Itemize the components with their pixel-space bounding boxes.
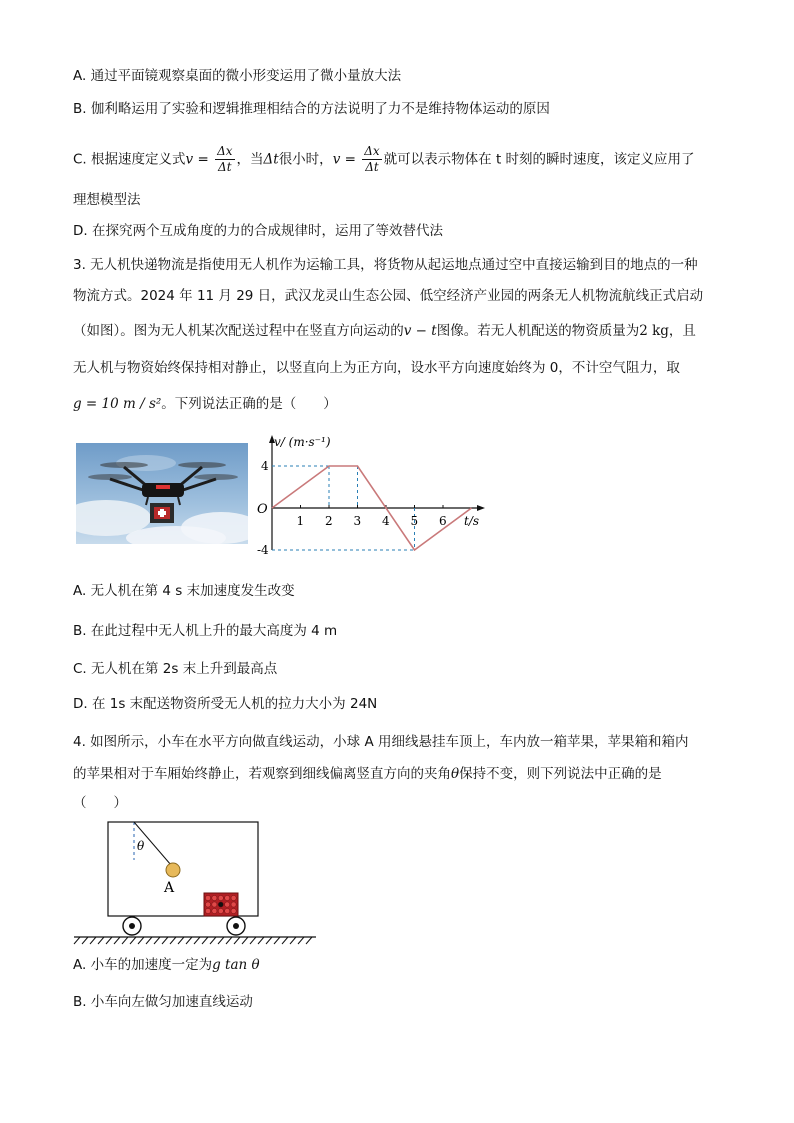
q2-option-d: D. 在探究两个互成角度的力的合成规律时，运用了等效替代法 (73, 223, 443, 239)
x-tick-label-3: 3 (353, 514, 362, 528)
q2-c-eq: = (193, 151, 214, 168)
q2-c-v: v (185, 151, 194, 168)
q3-l3-post: ，且 (668, 323, 696, 339)
x-tick-label-2: 2 (325, 514, 333, 528)
q3-l5-post: 。下列说法正确的是（ ） (161, 396, 337, 412)
q4-stem-line-3: （ ） (73, 795, 127, 811)
x-tick-label-4: 4 (382, 514, 390, 528)
graph-axes (269, 435, 485, 550)
origin-label: O (257, 502, 268, 517)
q2-option-b: B. 伽利略运用了实验和逻辑推理相结合的方法说明了力不是维持物体运动的原因 (73, 101, 550, 117)
wheel-left (123, 917, 141, 935)
q2-c-dt: Δt (263, 151, 279, 168)
y-tick-label--4: -4 (257, 543, 269, 557)
ball-a-label: A (164, 880, 175, 896)
q3-l3-mid: 图像。若无人机配送的物资质量为 (436, 323, 640, 339)
q4-a-prefix: A. 小车的加速度一定为 (73, 957, 213, 973)
q2-c-mid1: ，当 (236, 151, 264, 168)
vt-graph (252, 432, 492, 557)
q3-option-a: A. 无人机在第 4 s 末加速度发生改变 (73, 583, 295, 599)
q2-option-c (73, 144, 695, 175)
ground-hatching (74, 937, 312, 944)
apple (212, 902, 217, 907)
q2-c-prefix: C. 根据速度定义式 (73, 151, 186, 168)
q4-stem-line-1: 4. 如图所示，小车在水平方向做直线运动，小球 A 用细线悬挂车顶上，车内放一箱苹果，苹果箱和箱内 (73, 734, 689, 750)
x-tick-label-5: 5 (410, 514, 419, 528)
frac-denominator: Δt (218, 160, 232, 174)
apple (218, 895, 223, 900)
y-tick-label-4: 4 (261, 459, 269, 473)
q3-stem-line-4: 无人机与物资始终保持相对静止，以竖直向上为正方向，设水平方向速度始终为 0，不计空气阻力，取 (73, 360, 680, 376)
q4-l2-post: 保持不变，则下列说法中正确的是 (459, 766, 662, 782)
q4-option-b: B. 小车向左做匀加速直线运动 (73, 994, 253, 1010)
cart-diagram (70, 818, 320, 946)
wheel-right (227, 917, 245, 935)
q3-option-d: D. 在 1s 末配送物资所受无人机的拉力大小为 24N (73, 696, 378, 712)
q3-mass: 2 kg (639, 323, 669, 339)
q3-stem-line-2: 物流方式。2024 年 11 月 29 日，武汉龙灵山生态公园、低空经济产业园的两条无人机物流航线正式启动 (73, 288, 704, 304)
q2-c-mid2: 很小时， (278, 151, 333, 168)
x-tick-label-6: 6 (439, 514, 447, 528)
q2-option-c-continued: 理想模型法 (73, 192, 141, 208)
frac-numerator: Δx (217, 144, 233, 158)
ball-a (166, 863, 180, 877)
apple (231, 902, 236, 907)
apple (225, 895, 230, 900)
apple (205, 908, 210, 913)
q3-stem-line-1: 3. 无人机快递物流是指使用无人机作为运输工具，将货物从起运地点通过空中直接运输到目的地点的一种 (73, 257, 698, 273)
x-tick-label-1: 1 (296, 514, 305, 528)
q2-c-eq2: = (340, 151, 361, 168)
q4-theta-symbol: θ (451, 766, 460, 782)
q3-stem-line-3 (73, 321, 696, 341)
apples (205, 895, 236, 913)
q3-vt-symbol: v − t (403, 323, 437, 339)
apple (205, 895, 210, 900)
ground (74, 937, 316, 944)
q4-a-expression: g tan θ (212, 957, 260, 973)
x-axis-arrow (477, 505, 485, 511)
apple (218, 908, 223, 913)
drone-illustration (76, 443, 248, 544)
apple (205, 902, 210, 907)
y-axis-label: v/ (m·s⁻¹) (274, 435, 331, 449)
apple (212, 895, 217, 900)
q2-c-fraction (215, 144, 234, 175)
q2-c-v2: v (332, 151, 341, 168)
q3-g-value: g = 10 m / s² (73, 396, 162, 412)
q4-option-a (73, 955, 260, 975)
x-axis-label: t/s (464, 514, 480, 528)
q3-option-b: B. 在此过程中无人机上升的最大高度为 4 m (73, 623, 338, 639)
q3-stem-line-5 (73, 394, 337, 414)
q2-c-post: 就可以表示物体在 t 时刻的瞬时速度，该定义应用了 (383, 151, 695, 168)
q2-c-fraction-2 (362, 144, 381, 175)
q4-l2-prefix: 的苹果相对于车厢始终静止，若观察到细线偏离竖直方向的夹角 (73, 766, 451, 782)
apple (225, 902, 230, 907)
apple (212, 908, 217, 913)
q3-l3-prefix: （如图）。图为无人机某次配送过程中在竖直方向运动的 (73, 323, 404, 339)
q3-option-c: C. 无人机在第 2s 末上升到最高点 (73, 661, 278, 677)
frac-numerator: Δx (364, 144, 380, 158)
apple (231, 908, 236, 913)
frac-denominator: Δt (365, 160, 379, 174)
q2-option-a: A. 通过平面镜观察桌面的微小形变运用了微小量放大法 (73, 68, 402, 84)
theta-label: θ (137, 839, 145, 853)
drone-photo (76, 443, 248, 544)
apple (218, 902, 223, 907)
apple (225, 908, 230, 913)
q4-stem-line-2 (73, 764, 662, 784)
apple (231, 895, 236, 900)
